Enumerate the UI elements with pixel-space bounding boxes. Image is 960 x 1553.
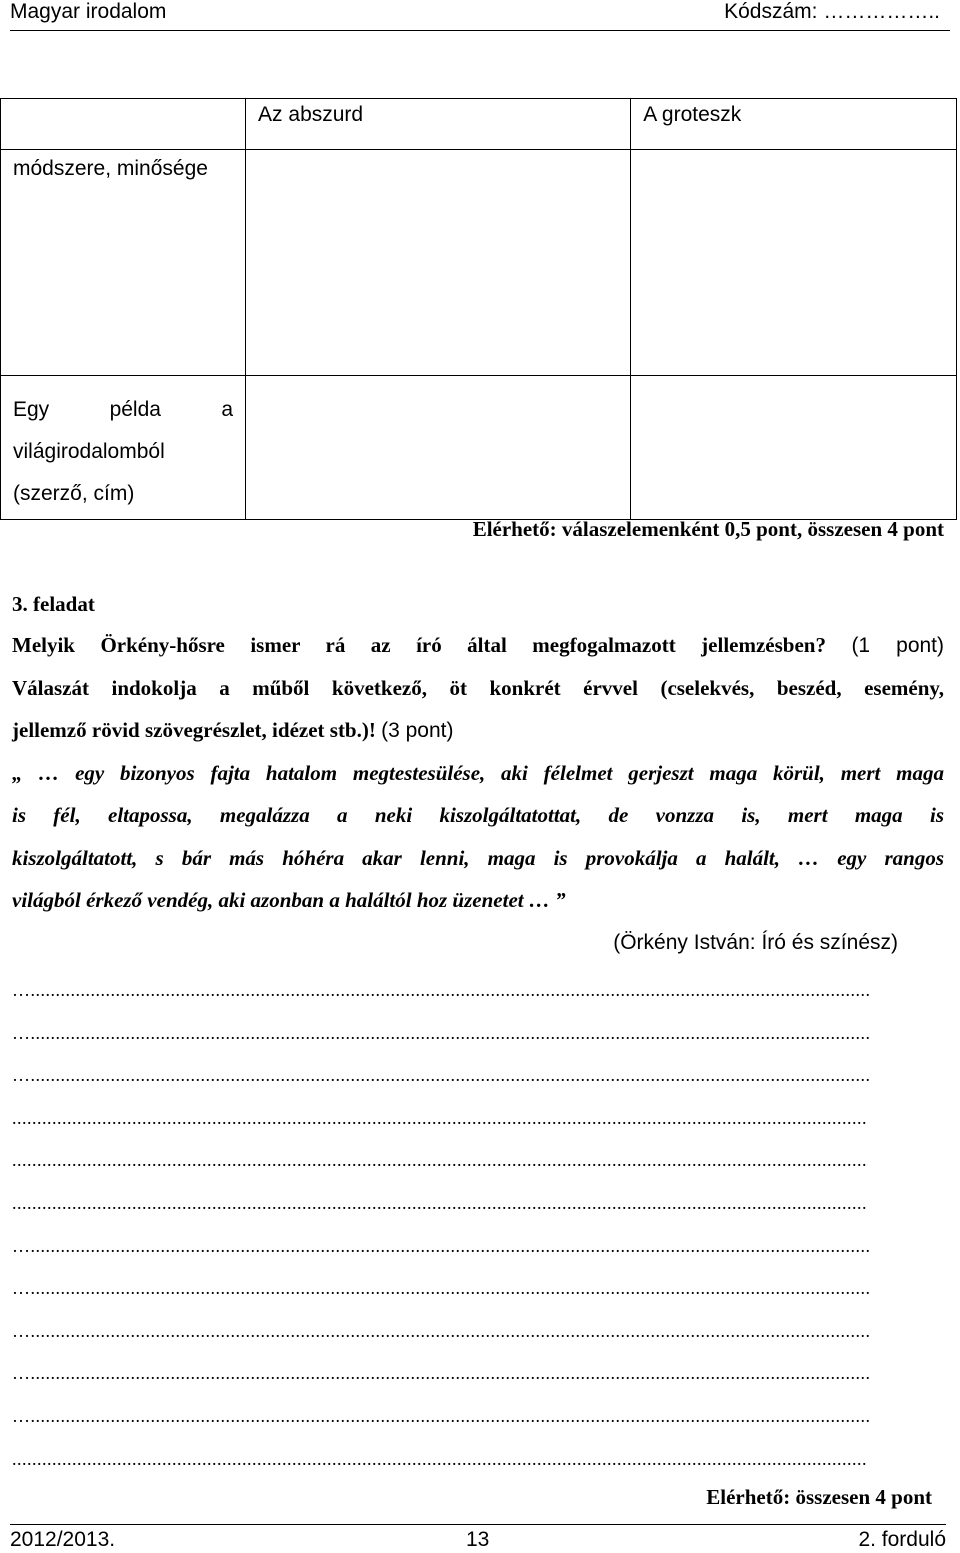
answer-cell-grotesque-method[interactable] [631,150,957,376]
answer-line[interactable]: …........................................................................................................................................................................ [12,1363,871,1384]
row-label-example-line2: világirodalomból [13,440,165,463]
footer-page-number: 13 [466,1528,490,1551]
answer-line[interactable]: ........................................................................................................................................................................... [12,1448,867,1469]
row-label-example-line1: Egy példa a [13,398,234,421]
task-title: 3. feladat [12,592,95,616]
task-question-2-points: (3 pont) [381,719,454,742]
quote-line-1: „ … egy bizonyos fajta hatalom megtestesülése, aki félelmet gerjeszt maga körül, mert maga [12,761,944,785]
answer-line[interactable]: ........................................................................................................................................................................... [12,1193,867,1213]
answer-table [0,98,957,520]
quote-line-4: világból érkező vendég, aki azonban a haláltól hoz üzenetet … ” [12,888,566,912]
answer-cell-grotesque-example[interactable] [631,376,957,520]
points-note-1: Elérhető: válaszelemenként 0,5 pont, összesen 4 pont [472,517,944,541]
row-label-method: módszere, minősége [1,150,246,376]
table-corner-cell [1,99,246,150]
row-label-example-line3: (szerző, cím) [13,482,135,505]
task-question-1-points: (1 pont) [851,634,945,657]
col-header-absurd: Az abszurd [246,99,631,150]
answer-line[interactable]: …........................................................................................................................................................................ [12,1065,871,1086]
answer-line[interactable]: …........................................................................................................................................................................ [12,1022,871,1043]
answer-line[interactable]: …........................................................................................................................................................................ [12,1278,871,1299]
answer-line[interactable]: …........................................................................................................................................................................ [12,1235,871,1256]
subject-title: Magyar irodalom [10,0,167,23]
answer-line[interactable]: ........................................................................................................................................................................... [12,1107,867,1128]
task-question-2-line2: jellemző rövid szövegrészlet, idézet stb.)! (3 pont) [12,718,454,742]
footer-round: 2. forduló [858,1528,946,1551]
answer-line[interactable]: …........................................................................................................................................................................ [12,1320,871,1341]
code-label: Kódszám: …………….. [724,0,940,23]
answer-cell-absurd-method[interactable] [246,150,631,376]
answer-line[interactable]: …........................................................................................................................................................................ [12,1406,871,1426]
answer-cell-absurd-example[interactable] [246,376,631,520]
footer-divider [10,1524,946,1525]
page-header [10,0,950,31]
row-label-example [1,376,246,520]
quote-line-2: is fél, eltapossa, megalázza a neki kiszolgáltatottat, de vonzza is, mert maga is [12,803,944,827]
quote-line-3: kiszolgáltatott, s bár más hóhéra akar lenni, maga is provokálja a halált, … egy rangos [12,846,944,870]
task-question-2-line1: Válaszát indokolja a műből következő, öt konkrét érvvel (cselekvés, beszéd, esemény, [12,676,944,700]
answer-line[interactable]: …........................................................................................................................................................................ [12,980,871,1000]
answer-line[interactable]: ........................................................................................................................................................................... [12,1150,867,1171]
col-header-grotesque: A groteszk [631,99,957,150]
points-note-2: Elérhető: összesen 4 pont [706,1485,932,1509]
quote-source: (Örkény István: Író és színész) [613,931,898,954]
footer-year: 2012/2013. [10,1528,116,1551]
task-question-1: Melyik Örkény-hősre ismer rá az író által megfogalmazott jellemzésben? (1 pont) [12,633,945,657]
